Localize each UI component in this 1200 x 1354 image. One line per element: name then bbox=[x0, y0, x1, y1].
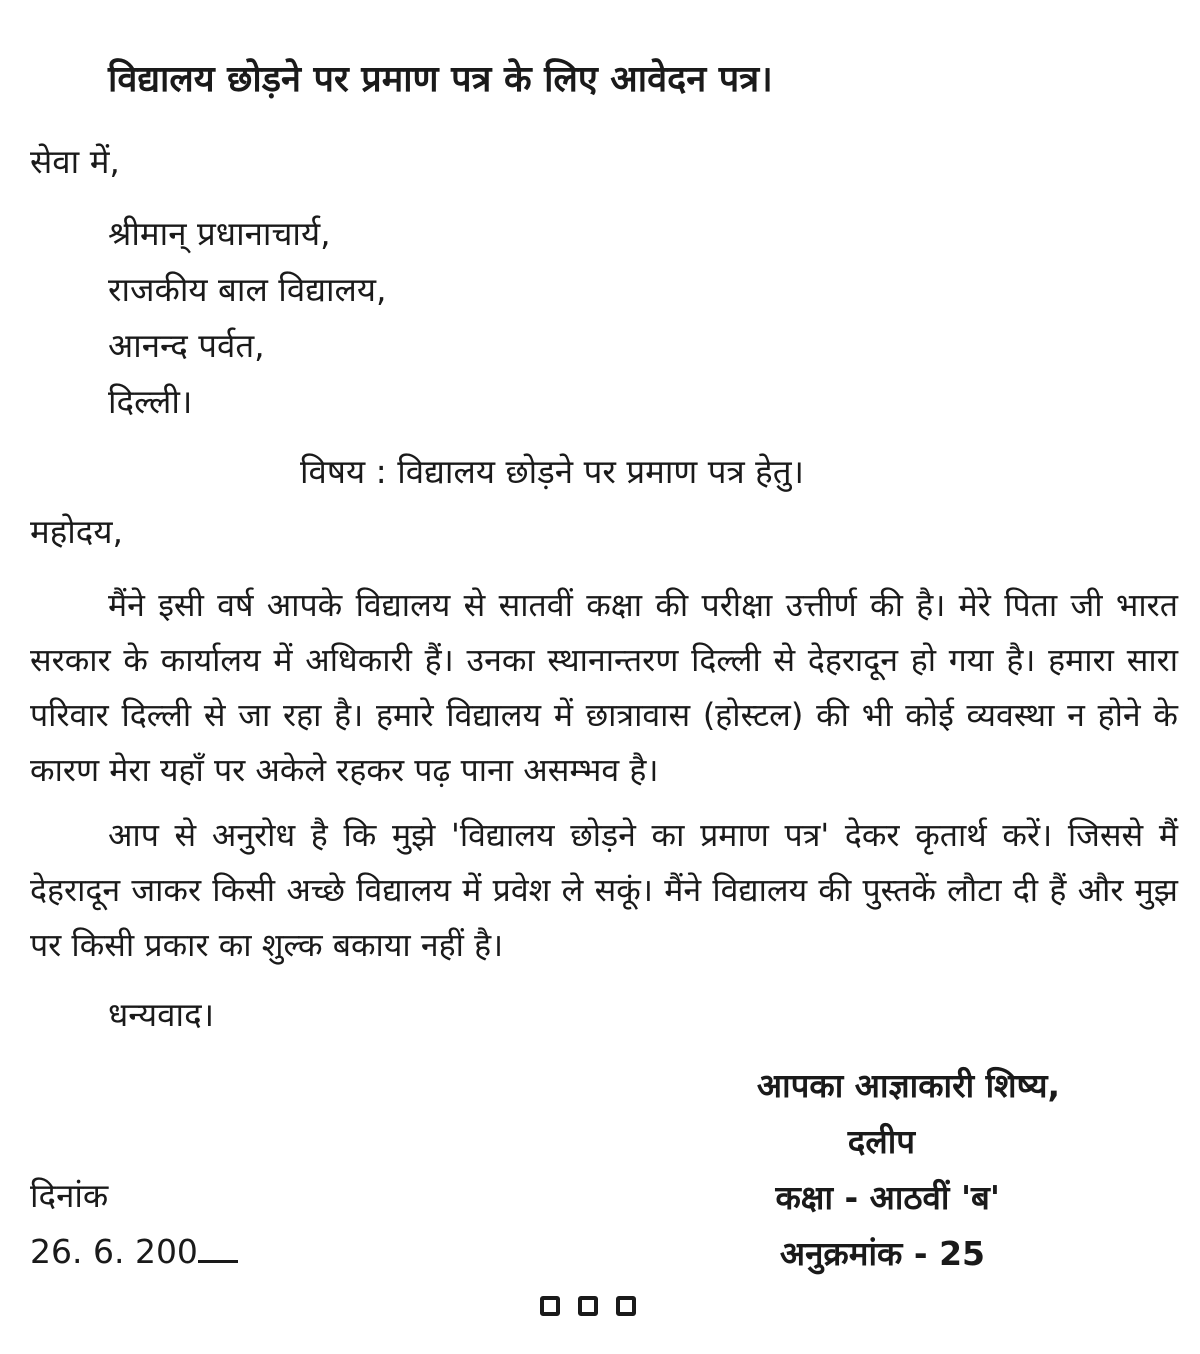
greeting: महोदय, bbox=[30, 512, 123, 551]
date-row bbox=[30, 1232, 238, 1272]
signature-closing: आपका आज्ञाकारी शिष्य, bbox=[756, 1066, 1060, 1105]
address-line-4: दिल्ली। bbox=[108, 382, 193, 421]
end-mark-square-icon bbox=[540, 1296, 560, 1316]
end-marks bbox=[540, 1296, 636, 1316]
date-label: दिनांक bbox=[30, 1176, 109, 1215]
date-blank bbox=[198, 1232, 238, 1263]
date-value: 26. 6. 200 bbox=[30, 1232, 198, 1271]
address-line-1: श्रीमान् प्रधानाचार्य, bbox=[108, 214, 331, 253]
letter-title: विद्यालय छोड़ने पर प्रमाण पत्र के लिए आवेदन पत्र। bbox=[108, 59, 773, 100]
end-mark-square-icon bbox=[578, 1296, 598, 1316]
address-line-2: राजकीय बाल विद्यालय, bbox=[108, 270, 387, 309]
salutation-to: सेवा में, bbox=[30, 142, 120, 181]
signature-roll: अनुक्रमांक - 25 bbox=[779, 1234, 985, 1273]
body-paragraph-1: मैंने इसी वर्ष आपके विद्यालय से सातवीं कक्षा की परीक्षा उत्तीर्ण की है। मेरे पिता जी भारत सरकार के कार्यालय में अधिकारी हैं। उनका स्थानान्तरण दिल्ली से देहरादून हो गया है। हमारा सारा परिवार दिल्ली से जा रहा है। हमारे विद्यालय में छात्रावास (होस्टल) की भी कोई व्यवस्था न होने के कारण मेरा यहाँ पर अकेले रहकर पढ़ पाना असम्भव है। bbox=[30, 586, 1178, 789]
thanks: धन्यवाद। bbox=[108, 995, 215, 1034]
address-line-3: आनन्द पर्वत, bbox=[108, 326, 265, 365]
end-mark-square-icon bbox=[616, 1296, 636, 1316]
signature-class: कक्षा - आठवीं 'ब' bbox=[775, 1178, 1000, 1217]
signature-name: दलीप bbox=[847, 1122, 915, 1161]
subject-line: विषय : विद्यालय छोड़ने पर प्रमाण पत्र हेतु। bbox=[300, 452, 805, 491]
body-paragraph-2: आप से अनुरोध है कि मुझे 'विद्यालय छोड़ने का प्रमाण पत्र' देकर कृतार्थ करें। जिससे मैं देहरादून जाकर किसी अच्छे विद्यालय में प्रवेश ले सकूं। मैंने विद्यालय की पुस्तकें लौटा दी हैं और मुझ पर किसी प्रकार का शुल्क बकाया नहीं है। bbox=[30, 816, 1178, 964]
